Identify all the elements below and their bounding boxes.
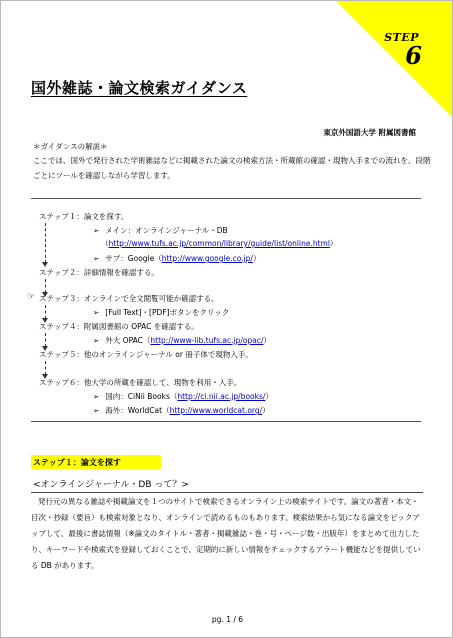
subheading [31,478,423,493]
section-body: 発行元の異なる雑誌や掲載論文を１つのサイトで検索できるオンライン上の検索サイトです。論文の著者・本文・目次・抄録（要旨）も検索対象となり、オンラインで読めるものもあります。検索結果から気になる論文をピックアップして、最後に書誌情報（※論文のタイトル・著者・掲載雑誌・巻・号・ページ数・出版年）をまとめて出力したり、キーワードや検索式を登録しておくことで、定期的に新しい情報をチェックするアラート機能などを提供している DB があります。 [31,497,421,570]
subheading-text: <オンラインジャーナル・DB って？> [33,480,189,490]
dashed-down-arrow-icon [45,223,46,263]
bullet-icon: ➢ [93,406,100,415]
organization: 東京外国語大学 附属図書館 [323,128,416,137]
bullet-icon: ➢ [93,392,100,401]
paren-close: ） [265,392,273,401]
bullet-icon: ➢ [93,308,100,317]
step-1-main [93,225,228,236]
step-4: ステップ４：附属図書館の OPAC を確認する。 [39,322,199,331]
paren-close: ） [252,254,261,263]
bullet-icon: ➢ [93,226,100,235]
step-6: ステップ６：他大学の所蔵を確認して、現物を利用・入手。 [39,378,242,387]
step-number: 6 [405,41,422,70]
dashed-down-arrow-icon [45,305,46,319]
step-6-foreign [93,405,270,416]
divider-bottom [31,421,421,422]
bullet-icon: ➢ [93,336,100,345]
step-6-domestic-label: 国内：CiNii Books（ [105,392,178,401]
paren-close: ） [329,239,338,248]
paren-close: ） [262,406,270,415]
intro-heading: ＊ガイダンスの解説＊ [33,142,108,151]
paren-open: （ [101,239,109,248]
cinii-books-link[interactable]: http://ci.nii.ac.jp/books/ [177,392,266,401]
intro-text: ここでは、国外で発行された学術雑誌などに掲載された論文の検索方法・所蔵館の確認・現物入手までの流れを、段階ごとにツールを確認しながら学習します。 [33,156,431,180]
step-4-item [93,335,271,346]
pointing-hand-icon: ☞ [27,292,36,302]
page-number: pg. 1 / 6 [211,615,244,624]
step-3-item [93,307,229,318]
step-4-label: 外大 OPAC（ [105,336,151,345]
step-6-domestic [93,391,273,402]
bullet-icon: ➢ [93,254,100,263]
opac-link[interactable]: http://www-lib.tufs.ac.jp/opac/ [150,336,264,345]
step-1-sub [93,253,260,264]
dashed-down-arrow-icon [45,361,46,375]
dashed-down-arrow-icon [45,279,46,293]
step-5: ステップ５：他のオンラインジャーナル or 冊子体で現物入手。 [39,350,253,359]
step-label: STEP [384,31,419,44]
step-2: ステップ２：詳細情報を確認する。 [39,268,159,277]
step-1: ステップ１：論文を探す。 [39,212,129,221]
step-1-main-label: メイン：オンラインジャーナル・DB [105,226,228,235]
online-journal-list-link[interactable]: http://www.tufs.ac.jp/common/library/guide/list/online.html [108,239,330,248]
dashed-down-arrow-icon [45,333,46,347]
step-1-sub-label: サブ：Google（ [105,254,162,263]
paren-close: ） [263,336,271,345]
step-1-main-link-line [101,238,337,249]
worldcat-link[interactable]: http://www.worldcat.org/ [169,406,263,415]
step-3: ステップ３：オンラインで全文閲覧可能か確認する。 [39,294,219,303]
section-heading: ステップ１：論文を探す [33,458,121,467]
page-title: 国外雑誌・論文検索ガイダンス [31,79,248,97]
step-6-foreign-label: 海外：WorldCat（ [105,406,170,415]
google-link[interactable]: http://www.google.co.jp/ [161,254,253,263]
step-3-item-label: [Full Text]・[PDF]ボタンをクリック [105,308,230,317]
